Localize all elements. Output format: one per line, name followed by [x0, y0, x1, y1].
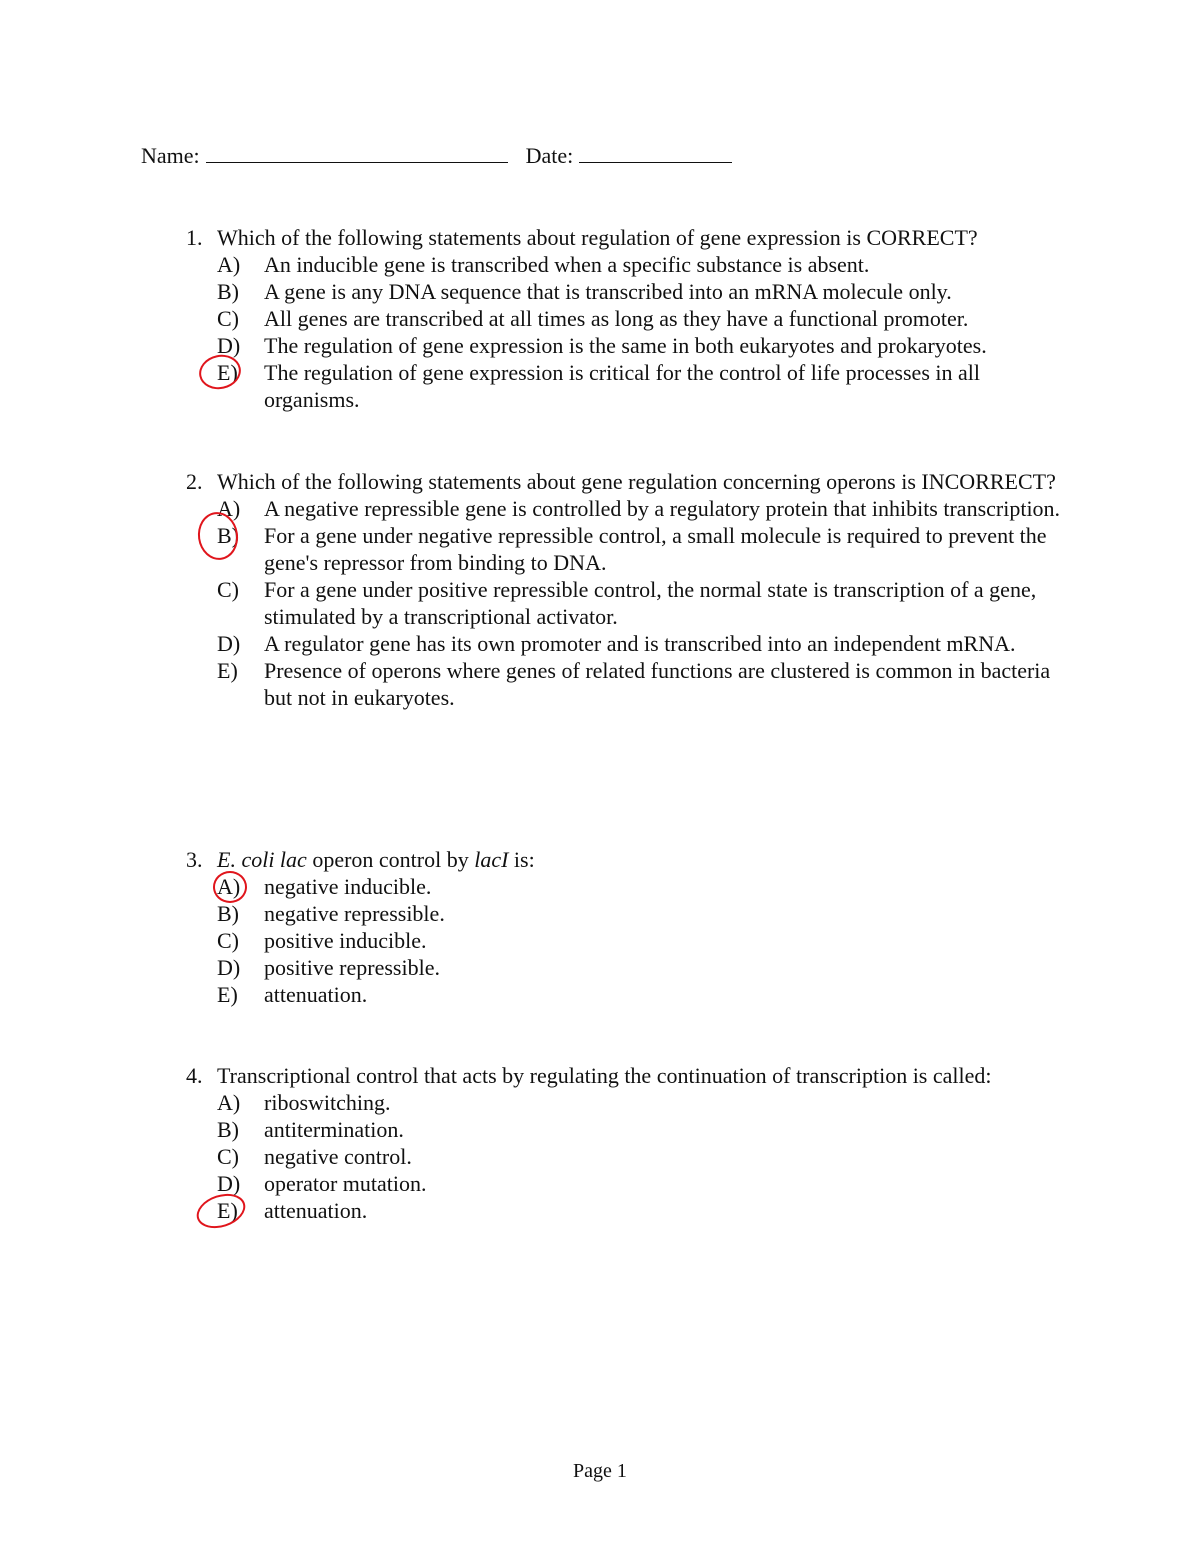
option-letter: A): [217, 496, 241, 521]
option-b[interactable]: [186, 522, 1066, 576]
option-e[interactable]: [186, 657, 1066, 711]
option-text: antitermination.: [264, 1117, 404, 1142]
option-text: For a gene under negative repressible control, a small molecule is required to prevent the gene's repressor from binding to DNA.: [264, 523, 1047, 575]
option-letter: B): [217, 523, 239, 548]
name-blank-line[interactable]: [206, 144, 508, 163]
option-text: The regulation of gene expression is critical for the control of life processes in all organisms.: [264, 360, 980, 412]
page-number: Page 1: [573, 1460, 627, 1482]
option-text: An inducible gene is transcribed when a specific substance is absent.: [264, 252, 870, 277]
option-letter: B): [217, 901, 239, 926]
option-letter: A): [217, 1090, 241, 1115]
option-a[interactable]: [186, 1089, 1066, 1116]
option-text: A negative repressible gene is controlled by a regulatory protein that inhibits transcription.: [264, 496, 1061, 521]
question-stem: Which of the following statements about gene regulation concerning operons is INCORRECT?: [217, 469, 1056, 494]
option-text: attenuation.: [264, 1198, 368, 1223]
option-letter: B): [217, 279, 239, 304]
option-letter: A): [217, 874, 241, 899]
question-number: 4.: [186, 1063, 203, 1088]
species-name: E. coli lac: [217, 847, 307, 872]
option-letter: D): [217, 631, 241, 656]
option-text: riboswitching.: [264, 1090, 391, 1115]
question-1: [186, 224, 1066, 413]
option-c[interactable]: [186, 576, 1066, 630]
option-a[interactable]: [186, 873, 1066, 900]
option-text: All genes are transcribed at all times as long as they have a functional promoter.: [264, 306, 969, 331]
question-stem: Transcriptional control that acts by regulating the continuation of transcription is called:: [217, 1063, 992, 1088]
option-letter: C): [217, 306, 239, 331]
question-number: 1.: [186, 225, 203, 250]
option-d[interactable]: [186, 630, 1066, 657]
question-4: [186, 1062, 1066, 1224]
option-text: A gene is any DNA sequence that is transcribed into an mRNA molecule only.: [264, 279, 952, 304]
date-blank-line[interactable]: [579, 144, 732, 163]
option-e[interactable]: [186, 1197, 1066, 1224]
option-d[interactable]: [186, 332, 1066, 359]
option-e[interactable]: [186, 359, 1066, 413]
option-text: positive repressible.: [264, 955, 440, 980]
option-letter: D): [217, 955, 241, 980]
option-a[interactable]: [186, 495, 1066, 522]
option-a[interactable]: [186, 251, 1066, 278]
option-c[interactable]: [186, 927, 1066, 954]
option-text: positive inducible.: [264, 928, 427, 953]
question-3: [186, 846, 1066, 1008]
option-b[interactable]: [186, 900, 1066, 927]
option-text: Presence of operons where genes of related functions are clustered is common in bacteria but not in eukaryotes.: [264, 658, 1051, 710]
option-letter: E): [217, 982, 238, 1007]
option-letter: E): [217, 1198, 238, 1223]
option-letter: A): [217, 252, 241, 277]
option-text: operator mutation.: [264, 1171, 427, 1196]
question-number: 3.: [186, 847, 203, 872]
date-label: Date:: [525, 143, 574, 168]
header-fields: [141, 143, 732, 169]
gene-name: lacI: [474, 847, 509, 872]
option-text: The regulation of gene expression is the same in both eukaryotes and prokaryotes.: [264, 333, 987, 358]
option-letter: C): [217, 577, 239, 602]
option-c[interactable]: [186, 1143, 1066, 1170]
name-label: Name:: [141, 143, 200, 168]
option-e[interactable]: [186, 981, 1066, 1008]
option-b[interactable]: [186, 278, 1066, 305]
option-letter: C): [217, 1144, 239, 1169]
option-text: For a gene under positive repressible control, the normal state is transcription of a gene, stimulated by a transcriptional activator.: [264, 577, 1037, 629]
option-text: negative inducible.: [264, 874, 432, 899]
question-number: 2.: [186, 469, 203, 494]
stem-middle: operon control by: [306, 847, 475, 872]
option-b[interactable]: [186, 1116, 1066, 1143]
option-text: A regulator gene has its own promoter and is transcribed into an independent mRNA.: [264, 631, 1016, 656]
option-letter: B): [217, 1117, 239, 1142]
option-text: negative repressible.: [264, 901, 445, 926]
question-2: [186, 468, 1066, 711]
option-c[interactable]: [186, 305, 1066, 332]
option-letter: D): [217, 333, 241, 358]
option-letter: D): [217, 1171, 241, 1196]
option-text: attenuation.: [264, 982, 368, 1007]
option-letter: C): [217, 928, 239, 953]
option-d[interactable]: [186, 954, 1066, 981]
option-letter: E): [217, 360, 238, 385]
question-stem: [217, 846, 1066, 873]
option-letter: E): [217, 658, 238, 683]
stem-end: is:: [508, 847, 535, 872]
question-stem: Which of the following statements about regulation of gene expression is CORRECT?: [217, 225, 978, 250]
option-d[interactable]: [186, 1170, 1066, 1197]
option-text: negative control.: [264, 1144, 412, 1169]
